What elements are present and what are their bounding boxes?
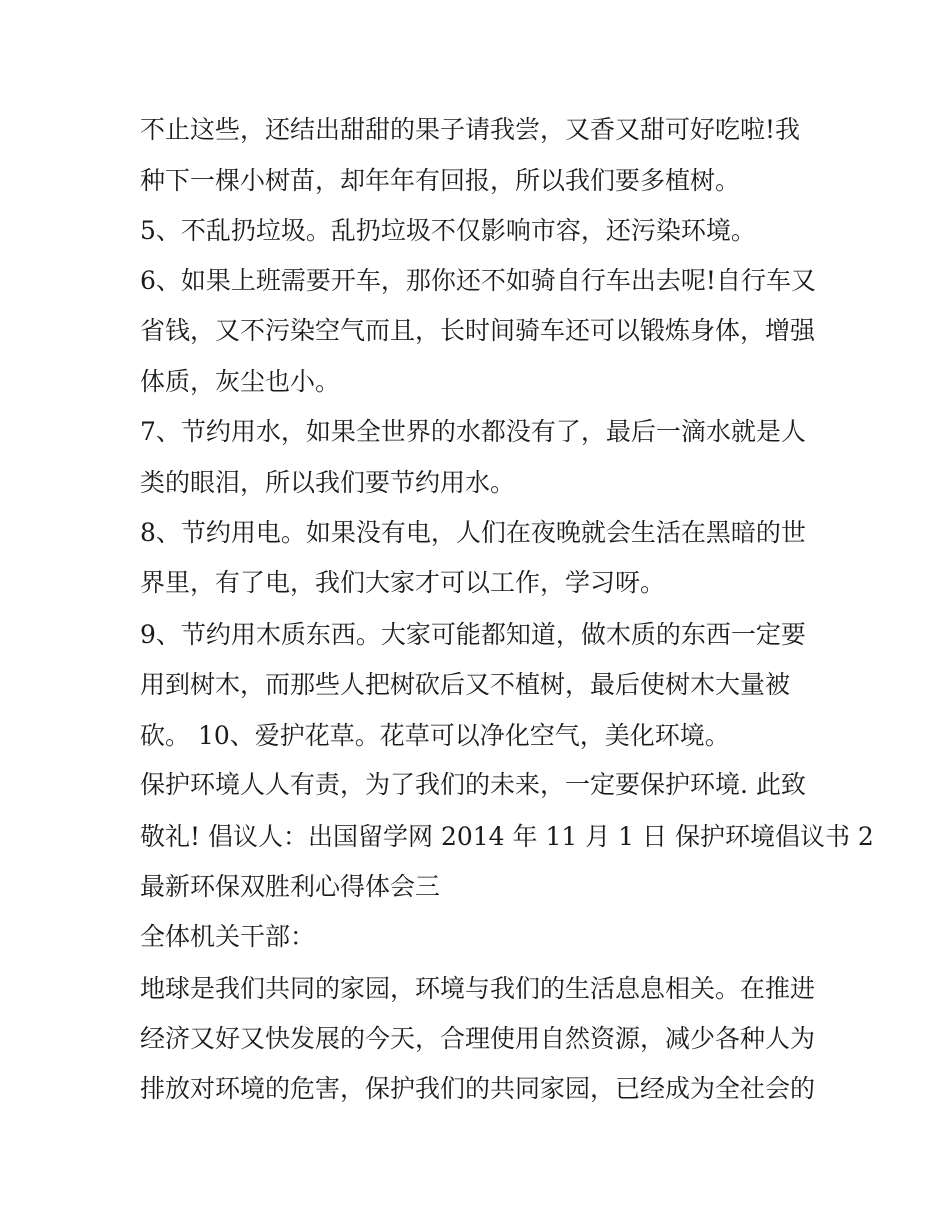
text-line: 5、不乱扔垃圾。乱扔垃圾不仅影响市容，还污染环境。 [140,216,756,245]
text-line: 保护环境人人有责，为了我们的未来，一定要保护环境. 此致 [140,770,806,799]
text-line: 全体机关干部： [140,922,316,951]
text-line: 经济又好又快发展的今天，合理使用自然资源，减少各种人为 [140,1024,816,1053]
text-line: 敬礼! 倡议人：出国留学网 2014 年 11 月 1 日 保护环境倡议书 2 [140,822,874,851]
text-line: 8、节约用电。如果没有电，人们在夜晚就会生活在黑暗的世 [140,518,806,547]
text-line: 不止这些，还结出甜甜的果子请我尝，又香又甜可好吃啦!我 [140,115,801,144]
text-line: 体质，灰尘也小。 [140,367,341,396]
text-line: 7、节约用水，如果全世界的水都没有了，最后一滴水就是人 [140,417,806,446]
text-line: 砍。 10、爱护花草。花草可以净化空气，美化环境。 [140,721,730,750]
text-line: 类的眼泪，所以我们要节约用水。 [140,468,516,497]
text-line: 6、如果上班需要开车，那你还不如骑自行车出去呢!自行车又 [140,266,816,295]
text-line: 地球是我们共同的家园，环境与我们的生活息息相关。在推进 [140,974,816,1003]
text-line: 排放对环境的危害，保护我们的共同家园，已经成为全社会的 [140,1074,816,1103]
text-line: 种下一棵小树苗，却年年有回报，所以我们要多植树。 [140,166,741,195]
text-line: 用到树木，而那些人把树砍后又不植树，最后使树木大量被 [140,670,791,699]
text-line: 省钱，又不污染空气而且，长时间骑车还可以锻炼身体，增强 [140,316,816,345]
text-line: 界里，有了电，我们大家才可以工作，学习呀。 [140,568,666,597]
text-line: 最新环保双胜利心得体会三 [140,872,441,901]
text-line: 9、节约用木质东西。大家可能都知道，做木质的东西一定要 [140,620,806,649]
